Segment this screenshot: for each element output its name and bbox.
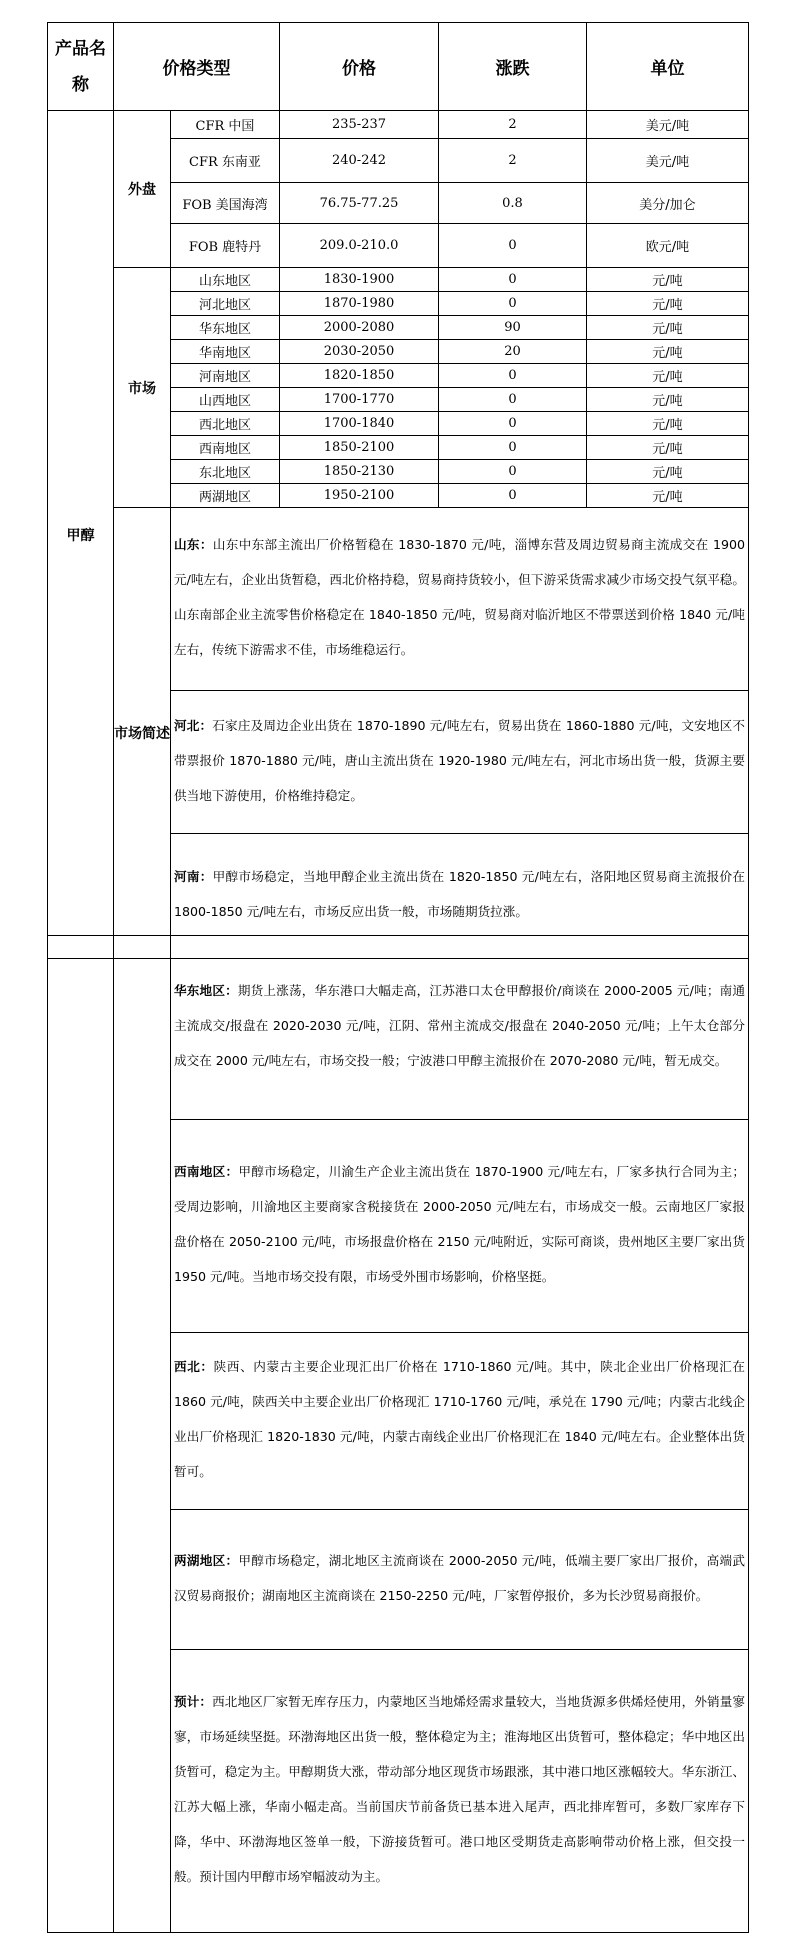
- summary-cell: [171, 691, 749, 834]
- summary-text: 西北地区厂家暂无库存压力，内蒙地区当地烯烃需求量较大，当地货源多供烯烃使用，外销量寥寥，市场延续坚挺。环渤海地区出货一般，整体稳定为主；淮海地区出货暂可，整体稳定；华中地区出货暂可，稳定为主。甲醇期货大涨，带动部分地区现货市场跟涨，其中港口地区涨幅较大。华东浙江、江苏大幅上涨，华南小幅走高。当前国庆节前备货已基本进入尾声，西北排库暂可，多数厂家库存下降，华中、环渤海地区签单一般，下游接货暂可。港口地区受期货走高影响带动价格上涨，但交投一般。预计国内甲醇市场窄幅波动为主。: [174, 1694, 746, 1884]
- header-price: 价格: [280, 23, 439, 111]
- unit-cell: 元/吨: [587, 292, 749, 316]
- price-cell: 76.75-77.25: [280, 183, 439, 224]
- change-cell: 2: [439, 139, 587, 183]
- price-cell: 1850-2100: [280, 436, 439, 460]
- table-row: [48, 268, 749, 292]
- change-cell: 0: [439, 460, 587, 484]
- summary-label: 预计：: [174, 1694, 213, 1709]
- group-summary: 市场简述: [114, 508, 171, 959]
- change-cell: 0: [439, 388, 587, 412]
- summary-cell: [171, 1510, 749, 1650]
- unit-cell: 美元/吨: [587, 139, 749, 183]
- change-cell: 0: [439, 484, 587, 508]
- price-cell: 209.0-210.0: [280, 224, 439, 268]
- type-cell: 西南地区: [171, 436, 280, 460]
- header-product: 产品名称: [48, 23, 114, 111]
- type-cell: CFR 中国: [171, 111, 280, 139]
- summary-cell: [171, 936, 749, 1120]
- price-cell: 2000-2080: [280, 316, 439, 340]
- summary-cell: [171, 508, 749, 691]
- type-cell: 山西地区: [171, 388, 280, 412]
- price-cell: 1870-1980: [280, 292, 439, 316]
- summary-label: 华东地区：: [174, 983, 238, 998]
- header-unit: 单位: [587, 23, 749, 111]
- change-cell: 0.8: [439, 183, 587, 224]
- change-cell: 20: [439, 340, 587, 364]
- price-cell: 1700-1840: [280, 412, 439, 436]
- price-cell: 2030-2050: [280, 340, 439, 364]
- price-cell: 1850-2130: [280, 460, 439, 484]
- type-cell: 西北地区: [171, 412, 280, 436]
- unit-cell: 美元/吨: [587, 111, 749, 139]
- unit-cell: 美分/加仑: [587, 183, 749, 224]
- unit-cell: 元/吨: [587, 364, 749, 388]
- group-foreign: 外盘: [114, 111, 171, 268]
- type-cell: 河北地区: [171, 292, 280, 316]
- price-cell: 1820-1850: [280, 364, 439, 388]
- type-cell: 河南地区: [171, 364, 280, 388]
- summary-row: [48, 936, 749, 1120]
- change-cell: 90: [439, 316, 587, 340]
- price-cell: 1950-2100: [280, 484, 439, 508]
- group-market: 市场: [114, 268, 171, 508]
- product-name-blank: [48, 936, 114, 1933]
- change-cell: 2: [439, 111, 587, 139]
- unit-cell: 元/吨: [587, 484, 749, 508]
- change-cell: 0: [439, 436, 587, 460]
- type-cell: 东北地区: [171, 460, 280, 484]
- price-table: [47, 22, 749, 959]
- summary-label: 两湖地区：: [174, 1552, 239, 1568]
- unit-cell: 元/吨: [587, 388, 749, 412]
- unit-cell: 元/吨: [587, 316, 749, 340]
- summary-row: [48, 508, 749, 691]
- change-cell: 0: [439, 292, 587, 316]
- change-cell: 0: [439, 364, 587, 388]
- type-cell: 华东地区: [171, 316, 280, 340]
- price-cell: 1830-1900: [280, 268, 439, 292]
- summary-label: 河北：: [174, 717, 213, 733]
- change-cell: 0: [439, 268, 587, 292]
- unit-cell: 元/吨: [587, 436, 749, 460]
- price-cell: 1700-1770: [280, 388, 439, 412]
- type-cell: FOB 美国海湾: [171, 183, 280, 224]
- header-price-type: 价格类型: [114, 23, 280, 111]
- price-cell: 240-242: [280, 139, 439, 183]
- change-cell: 0: [439, 224, 587, 268]
- summary-label: 山东：: [174, 537, 213, 552]
- change-cell: 0: [439, 412, 587, 436]
- unit-cell: 元/吨: [587, 412, 749, 436]
- group-blank: [114, 936, 171, 1933]
- summary-label: 河南：: [174, 869, 213, 884]
- header-row: [48, 23, 749, 111]
- summary-table-continued: [47, 935, 749, 1933]
- type-cell: CFR 东南亚: [171, 139, 280, 183]
- summary-text: 甲醇市场稳定，当地甲醇企业主流出货在 1820-1850 元/吨左右，洛阳地区贸易商主流报价在 1800-1850 元/吨左右，市场反应出货一般，市场随期货拉涨。: [174, 869, 745, 919]
- type-cell: 两湖地区: [171, 484, 280, 508]
- type-cell: 华南地区: [171, 340, 280, 364]
- header-change: 涨跌: [439, 23, 587, 111]
- summary-text: 甲醇市场稳定，湖北地区主流商谈在 2000-2050 元/吨，低端主要厂家出厂报价，高端武汉贸易商报价；湖南地区主流商谈在 2150-2250 元/吨，厂家暂停报价，多为长沙贸易商报价。: [174, 1552, 745, 1603]
- summary-cell: [171, 1333, 749, 1510]
- summary-cell: [171, 1650, 749, 1933]
- type-cell: FOB 鹿特丹: [171, 224, 280, 268]
- summary-label: 西北：: [174, 1359, 214, 1374]
- summary-text: 期货上涨荡，华东港口大幅走高，江苏港口太仓甲醇报价/商谈在 2000-2005 元/吨；南通主流成交/报盘在 2020-2030 元/吨，江阴、常州主流成交/报盘在 2040-2050 元/吨；上午太仓部分成交在 2000 元/吨左右，市场交投一般；宁波港口甲醇主流报价在 2070-2080 元/吨，暂无成交。: [174, 983, 745, 1068]
- summary-cell: [171, 1120, 749, 1333]
- price-cell: 235-237: [280, 111, 439, 139]
- summary-label: 西南地区：: [174, 1164, 239, 1179]
- summary-text: 陕西、内蒙古主要企业现汇出厂价格在 1710-1860 元/吨。其中，陕北企业出厂价格现汇在 1860 元/吨，陕西关中主要企业出厂价格现汇 1710-1760 元/吨，承兑在 1790 元/吨；内蒙古北线企业出厂价格现汇 1820-1830 元/吨，内蒙古南线企业出厂价格现汇在 1840 元/吨左右。企业整体出货暂可。: [174, 1359, 745, 1479]
- unit-cell: 元/吨: [587, 460, 749, 484]
- product-name: 甲醇: [48, 111, 114, 959]
- type-cell: 山东地区: [171, 268, 280, 292]
- unit-cell: 欧元/吨: [587, 224, 749, 268]
- table-row: [48, 111, 749, 139]
- summary-text: 石家庄及周边企业出货在 1870-1890 元/吨左右，贸易出货在 1860-1880 元/吨，文安地区不带票报价 1870-1880 元/吨，唐山主流出货在 1920-1980 元/吨左右，河北市场出货一般，货源主要供当地下游使用，价格维持稳定。: [174, 717, 746, 803]
- unit-cell: 元/吨: [587, 340, 749, 364]
- unit-cell: 元/吨: [587, 268, 749, 292]
- summary-text: 甲醇市场稳定，川渝生产企业主流出货在 1870-1900 元/吨左右，厂家多执行合同为主；受周边影响，川渝地区主要商家含税接货在 2000-2050 元/吨左右，市场成交一般。云南地区厂家报盘价格在 2050-2100 元/吨，市场报盘价格在 2150 元/吨附近，实际可商谈，贵州地区主要厂家出货 1950 元/吨。当地市场交投有限，市场受外围市场影响，价格坚挺。: [174, 1164, 745, 1284]
- summary-text: 山东中东部主流出厂价格暂稳在 1830-1870 元/吨，淄博东营及周边贸易商主流成交在 1900 元/吨左右，企业出货暂稳，西北价格持稳，贸易商持货较小，但下游采货需求减少市场交投气氛平稳。山东南部企业主流零售价格稳定在 1840-1850 元/吨，贸易商对临沂地区不带票送到价格 1840 元/吨左右，传统下游需求不佳，市场维稳运行。: [174, 537, 746, 657]
